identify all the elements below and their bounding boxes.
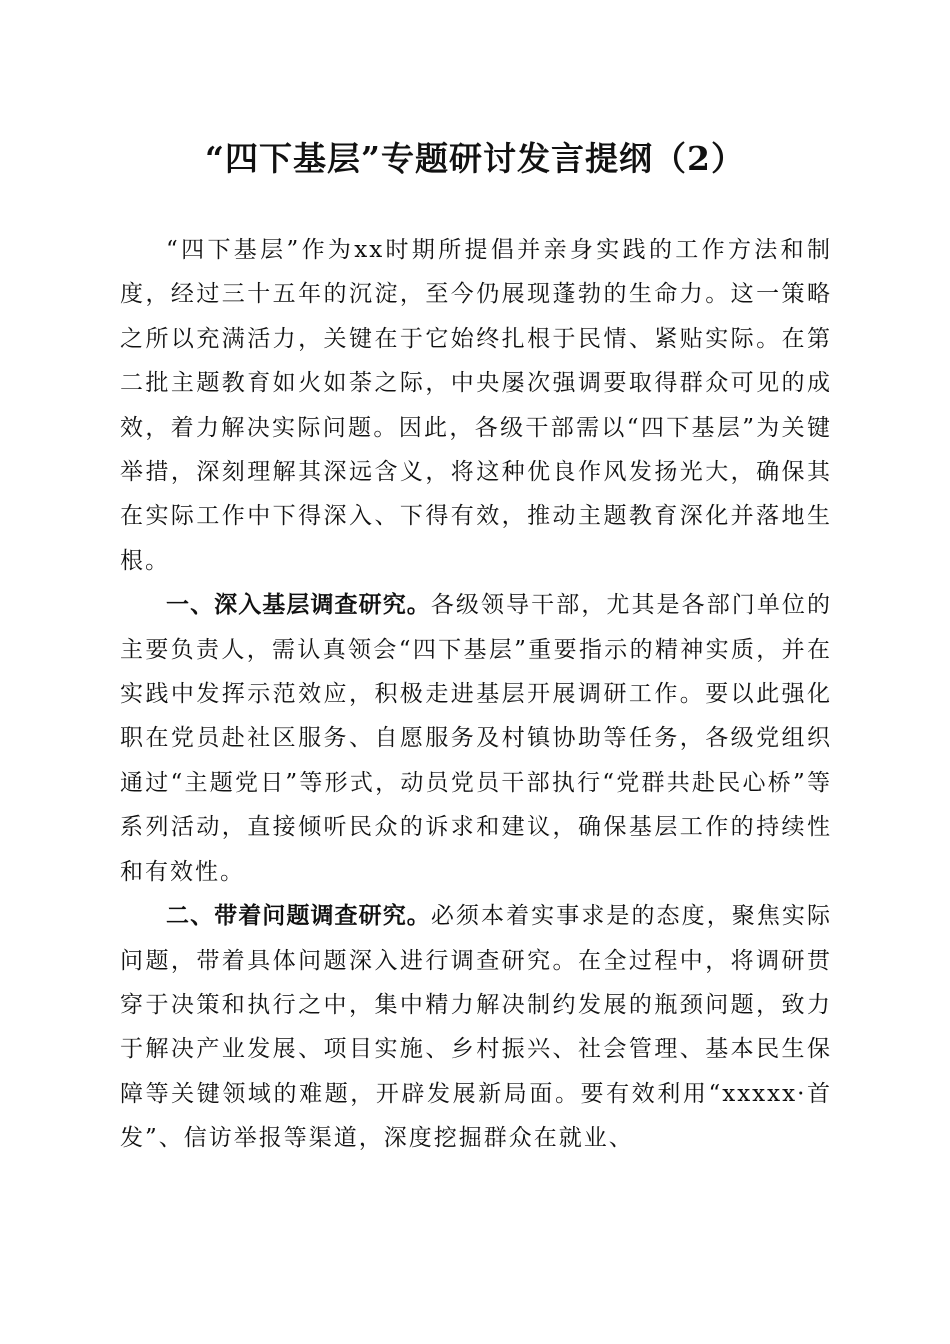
section-heading-1: 一、深入基层调查研究。 [166,592,431,619]
intro-paragraph [120,228,832,583]
document-title: “四下基层”专题研讨发言提纲（2） [205,139,745,178]
intro-paragraph-text: “四下基层”作为xx时期所提倡并亲身实践的工作方法和制度，经过三十五年的沉淀，至今仍展现蓬勃的生命力。这一策略之所以充满活力，关键在于它始终扎根于民情、紧贴实际。在第二批主题教育如火如荼之际，中央屡次强调要取得群众可见的成效，着力解决实际问题。因此，各级干部需以“四下基层”为关键举措，深刻理解其深远含义，将这种优良作风发扬光大，确保其在实际工作中下得深入、下得有效，推动主题教育深化并落地生根。 [120,237,832,574]
section-paragraph-2 [120,894,832,1160]
section-text-2: 必须本着实事求是的态度，聚焦实际问题，带着具体问题深入进行调查研究。在全过程中，将调研贯穿于决策和执行之中，集中精力解决制约发展的瓶颈问题，致力于解决产业发展、项目实施、乡村振兴、社会管理、基本民生保障等关键领域的难题，开辟发展新局面。要有效利用“xxxxx·首发”、信访举报等渠道，深度挖掘群众在就业、 [120,903,833,1152]
document-body [120,228,832,1161]
section-paragraph-1 [120,583,832,894]
section-heading-2: 二、带着问题调查研究。 [166,903,431,930]
section-text-1: 各级领导干部，尤其是各部门单位的主要负责人，需认真领会“四下基层”重要指示的精神实质，并在实践中发挥示范效应，积极走进基层开展调研工作。要以此强化职在党员赴社区服务、自愿服务及村镇协助等任务，各级党组织通过“主题党日”等形式，动员党员干部执行“党群共赴民心桥”等系列活动，直接倾听民众的诉求和建议，确保基层工作的持续性和有效性。 [120,592,833,885]
